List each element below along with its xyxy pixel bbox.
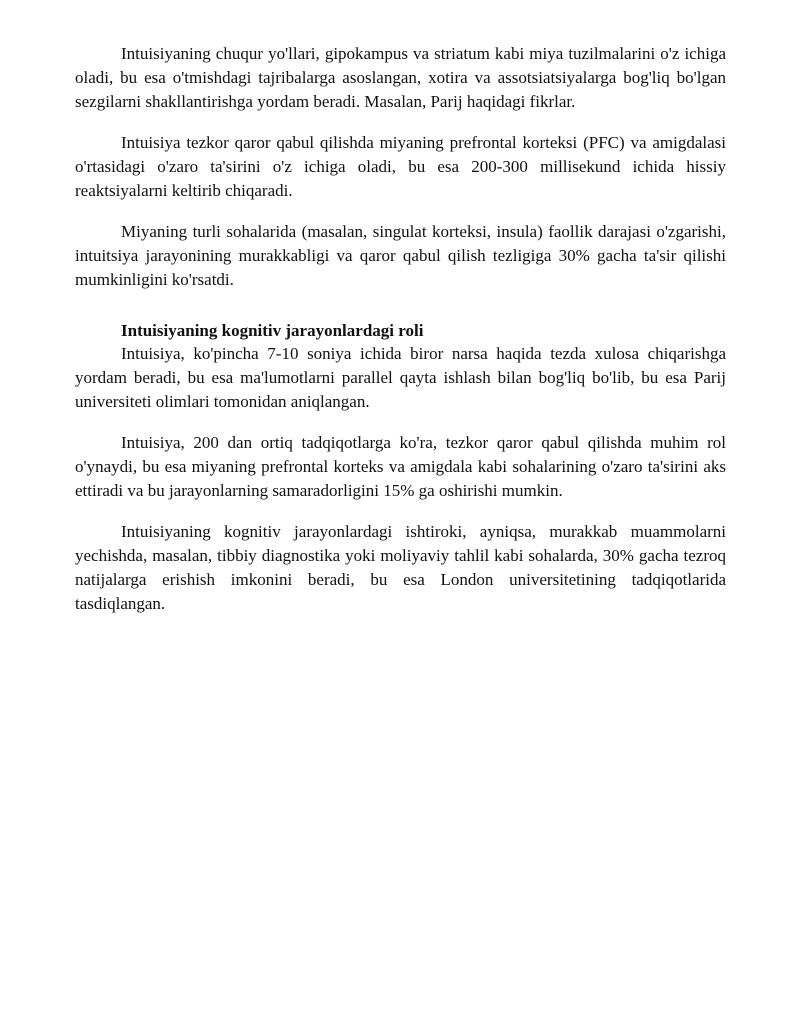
section-heading: Intuisiyaning kognitiv jarayonlardagi roli: [121, 321, 424, 340]
paragraph-murakkab-muammolar: Intuisiyaning kognitiv jarayonlardagi ishtiroki, ayniqsa, murakkab muammolarni yechishda, masalan, tibbiy diagnostika yoki moliyaviy tahlil kabi sohalarda, 30% gacha tezroq natijalarga erishish imkonini beradi, bu esa London universitetining tadqiqotlarida tasdiqlangan.: [75, 522, 726, 613]
paragraph-tadqiqotlar: Intuisiya, 200 dan ortiq tadqiqotlarga ko'ra, tezkor qaror qabul qilishda muhim rol o'ynaydi, bu esa miyaning prefrontal korteks va amigdala kabi sohalarining o'zaro ta'sirini aks ettiradi va bu jarayonlarning samaradorligini 15% ga oshirishi mumkin.: [75, 433, 726, 500]
document-page: [75, 42, 726, 633]
paragraph-miya-sohalari: Miyaning turli sohalarida (masalan, singulat korteksi, insula) faollik darajasi o'zgarishi, intuitsiya jarayonining murakkabligi va qaror qabul qilish tezligiga 30% gacha ta'sir qilishi mumkinligini ko'rsatdi.: [75, 222, 726, 289]
paragraph-prefrontal-amigdala: Intuisiya tezkor qaror qabul qilishda miyaning prefrontal korteksi (PFC) va amigdalasi o'rtasidagi o'zaro ta'sirini o'z ichiga oladi, bu esa 200-300 millisekund ichida hissiy reaktsiyalarni keltirib chiqaradi.: [75, 133, 726, 200]
paragraph-gipokampus: Intuisiyaning chuqur yo'llari, gipokampus va striatum kabi miya tuzilmalarini o'z ichiga oladi, bu esa o'tmishdagi tajribalarga asoslangan, xotira va assotsiatsiyalarga bog'liq bo'lgan sezgilarni shakllantirishga yordam beradi. Masalan, Parij haqidagi fikrlar.: [75, 44, 726, 111]
paragraph-tezkor-xulosa: Intuisiya, ko'pincha 7-10 soniya ichida biror narsa haqida tezda xulosa chiqarishga yordam beradi, bu esa ma'lumotlarni parallel qayta ishlash bilan bog'liq bo'lib, bu esa Parij universiteti olimlari tomonidan aniqlangan.: [75, 344, 726, 411]
